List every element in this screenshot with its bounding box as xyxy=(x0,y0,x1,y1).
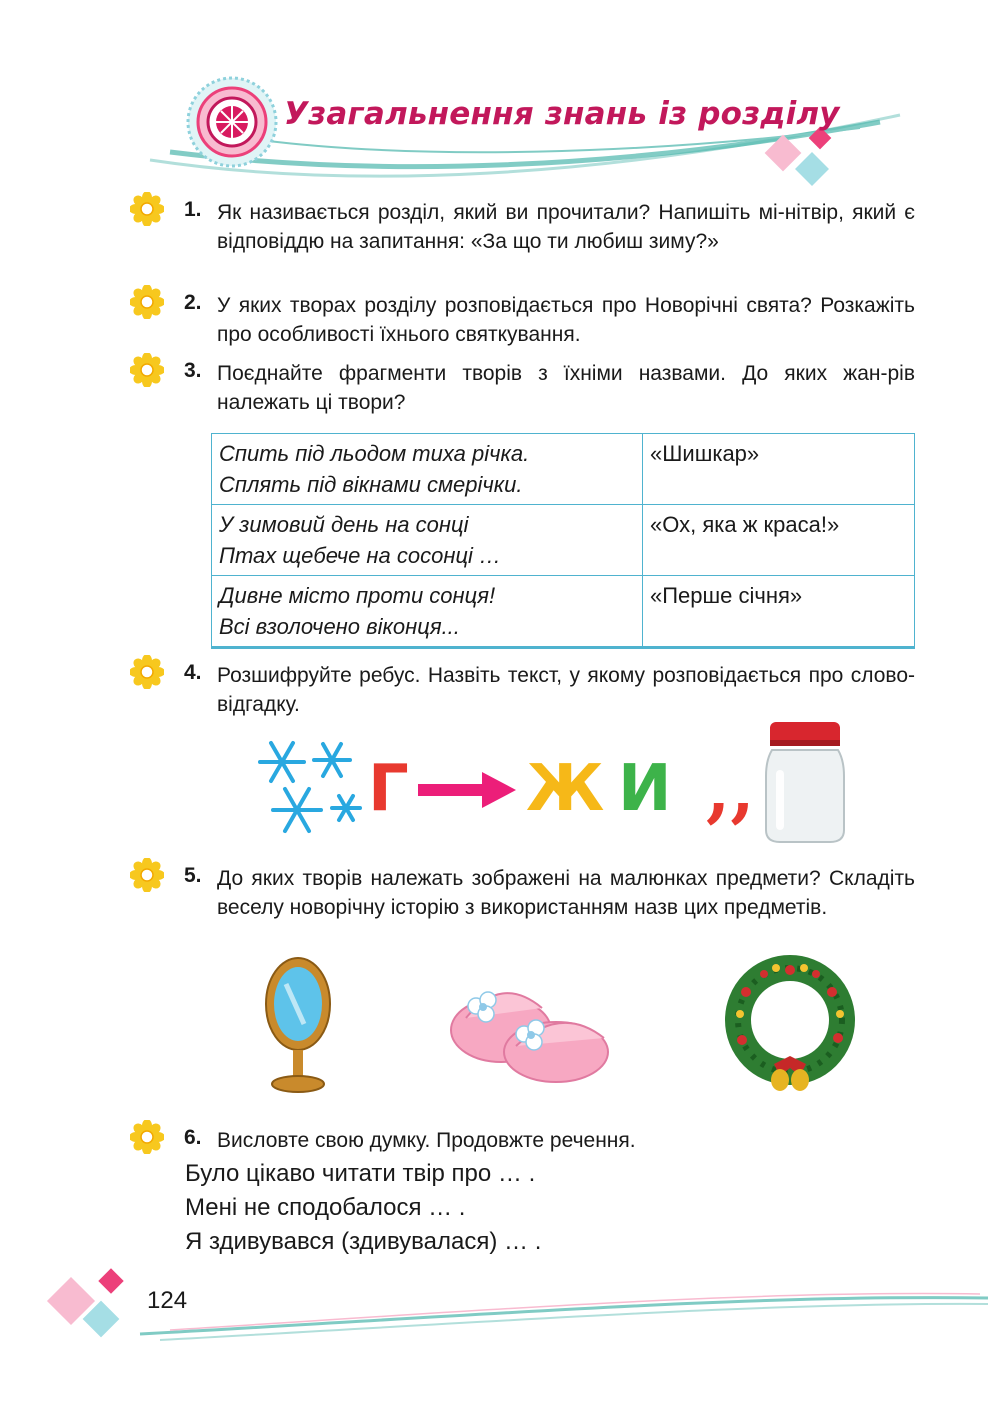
rebus-letter: Г xyxy=(368,752,409,826)
rebus-letter: Ж xyxy=(526,752,605,826)
poem-title-cell: «Ох, яка ж краса!» xyxy=(643,505,915,576)
sentence-prompt: Мені не сподобалося … . xyxy=(185,1194,466,1221)
poem-line: Дивне місто проти сонця! xyxy=(219,583,496,608)
flower-icon xyxy=(130,858,164,892)
poem-fragment-cell xyxy=(212,505,643,576)
slippers-icon xyxy=(446,964,616,1088)
sentence-prompt: Було цікаво читати твір про … . xyxy=(185,1160,536,1187)
snowflakes-icon xyxy=(252,732,362,842)
flower-icon xyxy=(130,353,164,387)
header-emblem-icon xyxy=(186,76,278,168)
table-row xyxy=(212,505,915,576)
poem-fragment-cell xyxy=(212,576,643,648)
task-number: 6. xyxy=(184,1126,202,1149)
poem-fragment-cell xyxy=(212,434,643,505)
page-number: 124 xyxy=(147,1287,188,1314)
table-row xyxy=(212,576,915,648)
poem-line: Сплять під вікнами смерічки. xyxy=(219,472,523,497)
flower-icon xyxy=(130,285,164,319)
page-title: Узагальнення знань із розділу xyxy=(284,96,840,132)
poem-line: Спить під льодом тиха річка. xyxy=(219,441,530,466)
arrow-right-icon xyxy=(418,770,518,810)
task-number: 2. xyxy=(184,291,202,314)
task-text: У яких творах розділу розповідається про Новорічні свята? Розкажіть про особливості їхнього святкування. xyxy=(217,294,915,346)
task-text: Висловте свою думку. Продовжте речення. xyxy=(217,1129,636,1152)
poem-matching-table xyxy=(211,433,915,649)
glass-jar-icon xyxy=(762,720,848,846)
table-row xyxy=(212,434,915,505)
poem-line: У зимовий день на сонці xyxy=(219,512,469,537)
poem-line: Всі взолочено віконця... xyxy=(219,614,460,639)
christmas-wreath-icon xyxy=(720,952,860,1098)
sentence-prompt: Я здивувався (здивувалася) … . xyxy=(185,1228,542,1255)
hand-mirror-icon xyxy=(256,954,340,1096)
task-text: Розшифруйте ребус. Назвіть текст, у якому розповідається про слово-відгадку. xyxy=(217,664,915,716)
rebus-letter: И xyxy=(618,752,672,826)
flower-icon xyxy=(130,192,164,226)
task-text: Як називається розділ, який ви прочитали? Напишіть мі-нітвір, який є відповіддю на запитання: «За що ти любиш зиму?» xyxy=(217,201,915,253)
flower-icon xyxy=(130,1120,164,1154)
poem-title-cell: «Шишкар» xyxy=(643,434,915,505)
task-number: 3. xyxy=(184,359,202,382)
poem-title-cell: «Перше січня» xyxy=(643,576,915,648)
task-number: 5. xyxy=(184,864,202,887)
task-number: 4. xyxy=(184,661,202,684)
task-number: 1. xyxy=(184,198,202,221)
rebus-comma: ,, xyxy=(706,748,755,831)
task-text: До яких творів належать зображені на малюнках предмети? Складіть веселу новорічну історію з використанням назв цих предметів. xyxy=(217,867,915,919)
poem-line: Птах щебече на сосонці … xyxy=(219,543,502,568)
task-text: Поєднайте фрагменти творів з їхніми назвами. До яких жан-рів належать ці твори? xyxy=(217,362,915,414)
flower-icon xyxy=(130,655,164,689)
